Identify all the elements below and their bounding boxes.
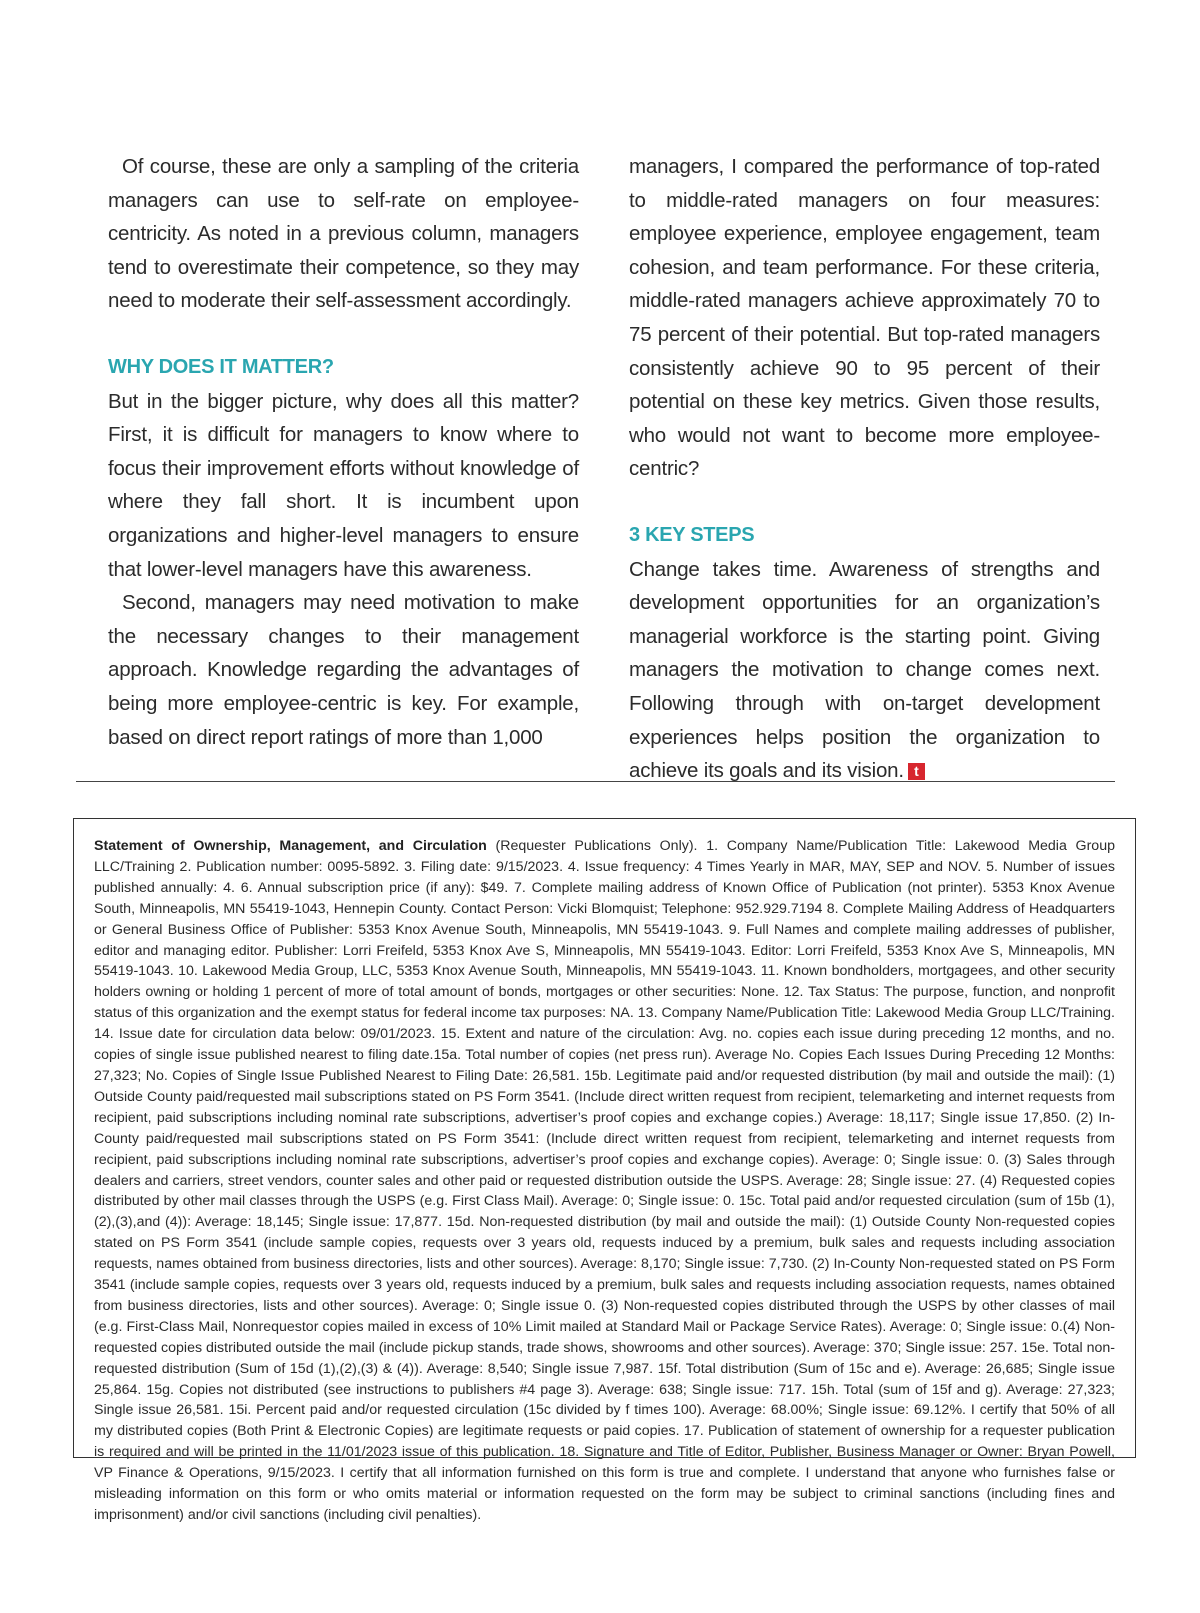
article-paragraph: Second, managers may need motivation to make the necessary changes to their management approach. Knowledge regarding the advantages of being more employee-centric is key. For example, based on direct report ratings of more than 1,000 xyxy=(108,591,579,749)
statement-of-ownership-box xyxy=(73,818,1136,1523)
statement-body: (Requester Publications Only). 1. Company Name/Publication Title: Lakewood Media Group LLC/Training 2. Publication number: 0095-5892. 3. Filing date: 9/15/2023. 4. Issue frequency: 4 Times Yearly in MAR, MAY, SEP and NOV. 5. Number of issues published annually: 4. 6. Annual subscription price (if any): $49. 7. Complete mailing address of Known Office of Publication (not printer). 5353 Knox Avenue South, Minneapolis, MN 55419-1043, Hennepin County. Contact Person: Vicki Blomquist; Telephone: 952.929.7194 8. Complete Mailing Address of Headquarters or General Business Office of Publisher: 5353 Knox Avenue South, Minneapolis, MN 55419-1043. 9. Full Names and complete mailing addresses of publisher, editor and managing editor. Publisher: Lorri Freifeld, 5353 Knox Ave S, Minneapolis, MN 55419-1043. Editor: Lorri Freifeld, 5353 Knox Ave S, Minneapolis, MN 55419-1043. 10. Lakewood Media Group, LLC, 5353 Knox Avenue South, Minneapolis, MN 55419-1043. 11. Known bondholders, mortgagees, and other security holders owning or holding 1 percent of more of total amount of bonds, mortgages or other securities: None. 12. Tax Status: The purpose, function, and nonprofit status of this organization and the exempt status for federal income tax purposes: NA. 13. Company Name/Publication Title: Lakewood Media Group LLC/Training. 14. Issue date for circulation data below: 09/01/2023. 15. Extent and nature of the circulation: Avg. no. copies each issue during preceding 12 months, and no. copies of single issue published nearest to filing date.15a. Total number of copies (net press run). Average No. Copies Each Issues During Preceding 12 Months: 27,323; No. Copies of Single Issue Published Nearest to Filing Date: 26,581. 15b. Legitimate paid and/or requested distribution (by mail and outside the mail): (1) Outside County paid/requested mail subscriptions stated on PS Form 3541. (Include direct written request from recipient, telemarketing and internet requests from recipient, paid subscriptions including nominal rate subscriptions, advertiser’s proof copies and exchange copies.) Average: 18,117; Single issue 17,850. (2) In-County paid/requested mail subscriptions stated on PS Form 3541: (Include direct written request from recipient, telemarketing and internet requests from recipient, paid subscriptions including nominal rate subscriptions, advertiser’s proof copies and exchange copies). Average: 0; Single issue: 0. (3) Sales through dealers and carriers, street vendors, counter sales and other paid or requested distribution outside the USPS. Average: 28; Single issue: 27. (4) Requested copies distributed by other mail classes through the USPS (e.g. First Class Mail). Average: 0; Single issue: 0. 15c. Total paid and/or requested circulation (sum of 15b (1),(2),(3),and (4)): Average: 18,145; Single issue: 17,877. 15d. Non-requested distribution (by mail and outside the mail): (1) Outside County Non-requested copies stated on PS Form 3541 (include sample copies, requests over 3 years old, requests induced by a premium, bulk sales and requests including association requests, names obtained from business directories, lists and other sources). Average: 8,170; Single issue: 7,730. (2) In-County Non-requested stated on PS Form 3541 (include sample copies, requests over 3 years old, requests induced by a premium, bulk sales and requests including association requests, names obtained from business directories, lists and other sources). Average: 0; Single issue 0. (3) Non-requested copies distributed through the USPS by other classes of mail (e.g. First-Class Mail, Nonrequestor copies mailed in excess of 10% Limit mailed at Standard Mail or Package Service Rates). Average: 0; Single issue: 0.(4) Non-requested copies distributed outside the mail (include pickup stands, trade shows, showrooms and other sources). Average: 370; Single issue: 257. 15e. Total non-requested distribution (Sum of 15d (1),(2),(3) & (4)). Average: 8,540; Single issue 7,987. 15f. Total distribution (Sum of 15c and e). Average: 26,685; Single issue 25,864. 15g. Copies not distributed (see instructions to publishers #4 page 3). Average: 638; Single issue: 717. 15h. Total (sum of 15f and g). Average: 27,323; Single issue 26,581. 15i. Percent paid and/or requested circulation (15c divided by f times 100). Average: 68.00%; Single issue: 69.12%. I certify that 50% of all my distributed copies (Both Print & Electronic Copies) are legitimate requests or paid copies. 17. Publication of statement of ownership for a requester publication is required and will be printed in the 11/01/2023 issue of this publication. 18. Signature and Title of Editor, Publisher, Business Manager or Owner: Bryan Powell, VP Finance & Operations, 9/15/2023. I certify that all information furnished on this form is true and complete. I understand that anyone who furnishes false or misleading information on this form or who omits material or information requested on the form may be subject to criminal sanctions (including fines and imprisonment) and/or civil sanctions (including civil penalties). xyxy=(94,838,1115,1523)
article-paragraph: But in the bigger picture, why does all this matter? First, it is difficult for managers to know where to focus their improvement efforts without knowledge of where they fall short. It is incumbent upon organizations and higher-level managers to ensure that lower-level managers have this awareness. xyxy=(108,389,579,581)
article-left-column xyxy=(108,150,579,754)
article-paragraph-final xyxy=(629,553,1100,788)
article-right-column xyxy=(629,150,1100,783)
article-paragraph: managers, I compared the performance of top-rated to middle-rated managers on four measures: employee experience, employee engagement, team cohesion, and team performance. For these criteria, middle-rated managers achieve approximately 70 to 75 percent of their potential. But top-rated managers consistently achieve 90 to 95 percent of their potential on these key metrics. Given those results, who would not want to become more employee-centric? xyxy=(629,155,1100,481)
statement-title: Statement of Ownership, Management, and Circulation xyxy=(94,838,487,854)
article-paragraph: Of course, these are only a sampling of the criteria managers can use to self-rate on employee-centricity. As noted in a previous column, managers tend to overestimate their competence, so they may need to moderate their self-assessment accordingly. xyxy=(108,155,579,313)
end-of-article-icon: t xyxy=(908,763,925,780)
section-heading-why-does-it-matter: WHY DOES IT MATTER? xyxy=(108,355,334,378)
article-columns xyxy=(108,150,1100,783)
section-heading-3-key-steps: 3 KEY STEPS xyxy=(629,523,755,546)
horizontal-divider xyxy=(76,781,1115,782)
article-paragraph-text: Change takes time. Awareness of strengths and development opportunities for an organization’s managerial workforce is the starting point. Giving managers the motivation to change comes next. Following through with on-target development experiences helps position the organization to achieve its goals and its vision. xyxy=(629,557,1100,783)
